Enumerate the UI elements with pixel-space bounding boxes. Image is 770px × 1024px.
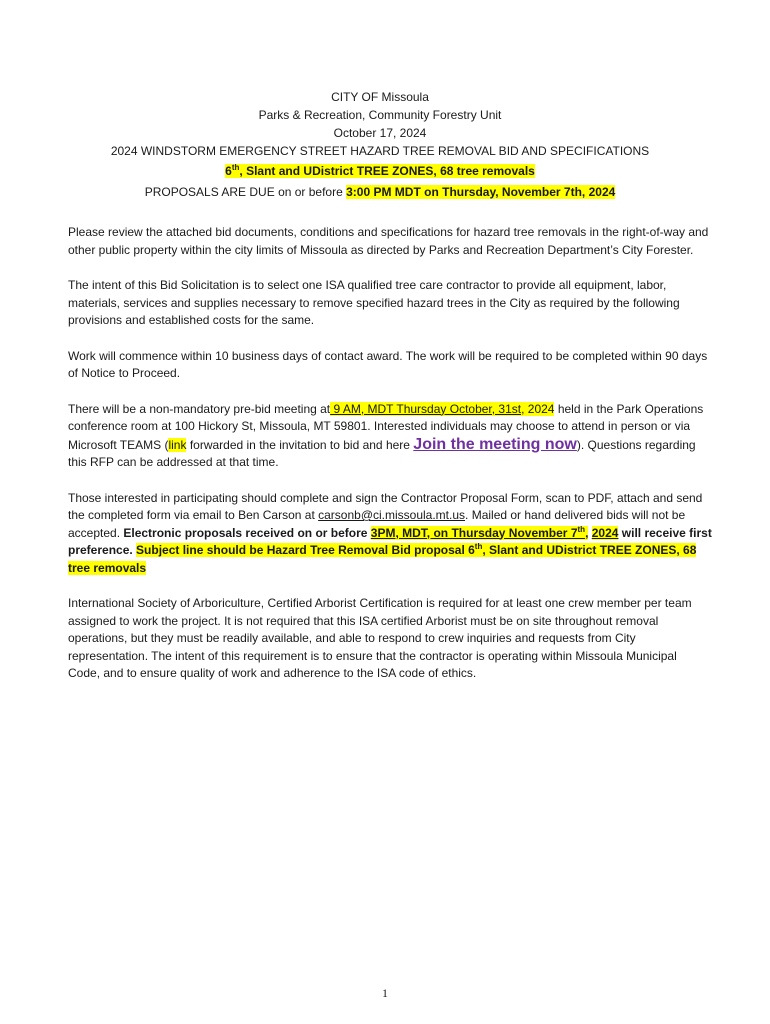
prebid-meeting-year: , 2024 [521,401,555,416]
page-number: 1 [382,986,388,1000]
paragraph-isa-certification: International Society of Arboriculture, Certified Arborist Certification is required for at least one crew member per team assigned to work the project. It is not required that this ISA certified Arborist must be on site throughout removal operations, but they must be readily available, and able to respond to crew inquiries and requests from City representation. The intent of this requirement is to ensure that the contractor is operating within Missoula Municipal Code, and to ensure quality of work and adherence to the ISA code of ethics. [68,596,692,680]
prebid-text-c: forwarded in the invitation to bid and here [186,437,414,452]
document-header [60,88,700,201]
join-meeting-link[interactable]: Join the meeting now [413,435,577,453]
due-label: PROPOSALS ARE DUE on or before [144,185,347,199]
submission-deadline-year: 2024 [591,525,619,540]
prebid-text-b: held in the Park Operations conference room at 100 Hickory St, Missoula, MT 59801. Interested individuals may choose to attend in person or via Microsoft TEAMS ( [68,401,704,452]
submission-bold-a: Electronic proposals received on or before [123,525,371,540]
paragraph-submission [68,490,712,578]
prebid-meeting-time: 9 AM, MDT Thursday October, 31st [330,401,522,416]
zones-rest: , Slant and UDistrict TREE ZONES, 68 tree removals [239,164,535,178]
prebid-text-d: ). Questions regarding this RFP can be addressed at that time. [68,437,696,469]
subject-text-b: , Slant and UDistrict TREE ZONES, 68 tree removals [68,543,697,575]
paragraph-prebid-meeting [68,401,712,472]
proposals-due-line [60,183,700,201]
deadline-comma: , [585,525,589,540]
email-link[interactable]: carsonb@ci.missoula.mt.us [318,508,466,522]
due-time: 3:00 PM MDT on Thursday, November 7th, 2024 [346,185,616,199]
deadline-sup: th [577,524,586,534]
submission-bold-b: will receive first preference. [68,525,712,557]
submission-deadline [371,526,589,540]
department-name: Parks & Recreation, Community Forestry Unit [258,108,502,122]
zones-prefix: 6 [225,164,232,178]
prebid-text-a: There will be a non-mandatory pre-bid meeting at [68,401,331,416]
city-name: CITY OF Missoula [331,90,429,104]
subject-text-a: Subject line should be Hazard Tree Removal Bid proposal 6 [136,543,475,557]
paragraph-commence: Work will commence within 10 business days of contact award. The work will be required to be completed within 90 days of Notice to Proceed. [68,348,708,380]
deadline-text: 3PM, MDT, on Thursday November 7 [370,525,578,540]
teams-link-text: link [168,437,187,452]
paragraph-review: Please review the attached bid documents, conditions and specifications for hazard tree removals in the right-of-way and other public property within the city limits of Missoula as directed by Parks and Recreation Department’s City Forester. [68,225,709,257]
paragraph-intent: The intent of this Bid Solicitation is to select one ISA qualified tree care contractor to provide all equipment, labor, materials, services and supplies necessary to remove specified hazard trees in the City as required by the following provisions and established costs for the same. [68,278,680,327]
zones-sup: th [231,163,240,172]
document-title: 2024 WINDSTORM EMERGENCY STREET HAZARD TREE REMOVAL BID AND SPECIFICATIONS [110,144,650,158]
subject-sup: th [474,542,483,551]
tree-zones-line [60,162,700,180]
submission-text-a: Those interested in participating should complete and sign the Contractor Proposal Form, scan to PDF, attach and send the completed form via email to Ben Carson at [68,490,703,522]
subject-line-instruction [68,543,696,575]
submission-text-b: . Mailed or hand delivered bids will not be accepted. [68,508,686,540]
document-date: October 17, 2024 [333,126,427,140]
document-body [68,224,712,701]
